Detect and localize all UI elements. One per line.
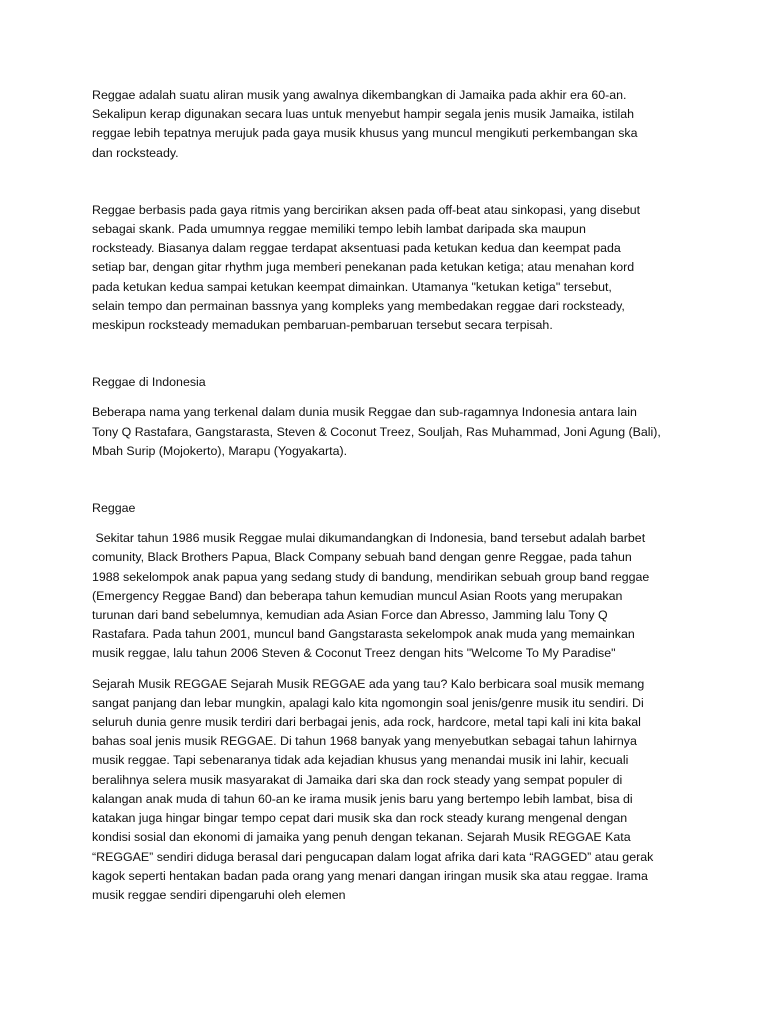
text-line: rocksteady. Biasanya dalam reggae terdapat aksentuasi pada ketukan kedua dan keempat pada bbox=[92, 241, 621, 256]
text-line: Sekalipun kerap digunakan secara luas untuk menyebut hampir segala jenis musik Jamaika, istilah bbox=[92, 107, 635, 122]
text-line: 1988 sekelompok anak papua yang sedang study di bandung, mendirikan sebuah group band reggae bbox=[92, 569, 650, 584]
text-line: kondisi sosial dan ekonomi di jamaika yang penuh dengan tekanan. Sejarah Musik REGGAE Kata bbox=[92, 830, 631, 845]
text-line: kalangan anak muda di tahun 60-an ke irama musik jenis baru yang bertempo lebih lambat, bisa di bbox=[92, 791, 633, 806]
text-line: comunity, Black Brothers Papua, Black Company sebuah band dengan genre Reggae, pada tahun bbox=[92, 550, 632, 565]
indonesia-artists-paragraph bbox=[92, 403, 682, 461]
text-line: setiap bar, dengan gitar rhythm juga memberi penekanan pada ketukan ketiga; atau menahan kord bbox=[92, 260, 635, 275]
document-page bbox=[92, 86, 682, 905]
text-line: (Emergency Reggae Band) dan beberapa tahun kemudian muncul Asian Roots yang merupakan bbox=[92, 588, 623, 603]
text-line: Sejarah Musik REGGAE Sejarah Musik REGGAE ada yang tau? Kalo berbicara soal musik memang bbox=[92, 676, 645, 691]
text-line: seluruh dunia genre musik terdiri dari berbagai jenis, ada rock, hardcore, metal tapi kali ini kita bakal bbox=[92, 715, 641, 730]
history-reggae-paragraph bbox=[92, 675, 682, 905]
text-line: Rastafara. Pada tahun 2001, muncul band Gangstarasta sekelompok anak muda yang memainkan bbox=[92, 627, 635, 642]
text-line: musik reggae. Tapi sebenaranya tidak ada kejadian khusus yang menandai musik ini lahir, kecuali bbox=[92, 753, 629, 768]
text-line: Sekitar tahun 1986 musik Reggae mulai dikumandangkan di Indonesia, band tersebut adalah barbet bbox=[92, 531, 646, 546]
text-line: selain tempo dan permainan bassnya yang kompleks yang membedakan reggae dari rocksteady, bbox=[92, 298, 625, 313]
text-line: reggae lebih tepatnya merujuk pada gaya musik khusus yang muncul mengikuti perkembangan ska bbox=[92, 126, 638, 141]
text-line: beralihnya selera musik masyarakat di Jamaika dari ska dan rock steady yang sempat populer di bbox=[92, 772, 623, 787]
text-line: “REGGAE” sendiri diduga berasal dari pengucapan dalam logat afrika dari kata “RAGGED” atau gerak bbox=[92, 849, 654, 864]
text-line: musik reggae, lalu tahun 2006 Steven & Coconut Treez dengan hits "Welcome To My Paradise" bbox=[92, 646, 616, 661]
text-line: musik reggae sendiri dipengaruhi oleh elemen bbox=[92, 887, 346, 902]
text-line: dan rocksteady. bbox=[92, 145, 179, 160]
text-line: bahas soal jenis musik REGGAE. Di tahun 1968 banyak yang menyebutkan sebagai tahun lahirnya bbox=[92, 734, 637, 749]
text-line: Mbah Surip (Mojokerto), Marapu (Yogyakarta). bbox=[92, 443, 348, 458]
text-line: Reggae berbasis pada gaya ritmis yang bercirikan aksen pada off-beat atau sinkopasi, yang disebut bbox=[92, 202, 641, 217]
text-line: turunan dari band sebelumnya, kemudian ada Asian Force dan Abresso, Jamming lalu Tony Q bbox=[92, 608, 608, 623]
text-line: sebagai skank. Pada umumnya reggae memiliki tempo lebih lambat daripada ska maupun bbox=[92, 222, 586, 237]
text-line: pada ketukan kedua sampai ketukan keempat dimainkan. Utamanya "ketukan ketiga" tersebut, bbox=[92, 279, 612, 294]
heading-text: Reggae bbox=[92, 501, 136, 516]
text-line: Tony Q Rastafara, Gangstarasta, Steven & Coconut Treez, Souljah, Ras Muhammad, Joni Agung (Bali), bbox=[92, 424, 661, 439]
section-heading-indonesia bbox=[92, 373, 682, 392]
text-line: Reggae adalah suatu aliran musik yang awalnya dikembangkan di Jamaika pada akhir era 60-an. bbox=[92, 88, 627, 102]
rhythm-paragraph bbox=[92, 201, 682, 335]
text-line: meskipun rocksteady memadukan pembaruan-pembaruan tersebut secara terpisah. bbox=[92, 318, 553, 333]
text-line: Beberapa nama yang terkenal dalam dunia musik Reggae dan sub-ragamnya Indonesia antara lain bbox=[92, 405, 637, 420]
heading-text: Reggae di Indonesia bbox=[92, 375, 206, 390]
intro-paragraph bbox=[92, 86, 682, 163]
section-heading-reggae bbox=[92, 499, 682, 518]
text-line: kagok seperti hentakan badan pada orang yang menari dangan iringan musik ska atau reggae. Irama bbox=[92, 868, 648, 883]
history-indonesia-paragraph bbox=[92, 529, 682, 663]
text-line: sangat panjang dan lebar mungkin, apalagi kalo kita ngomongin soal jenis/genre musik itu sendiri. Di bbox=[92, 695, 644, 710]
text-line: katakan juga hingar bingar tempo cepat dari musik ska dan rock steady kurang mengenal dengan bbox=[92, 811, 628, 826]
